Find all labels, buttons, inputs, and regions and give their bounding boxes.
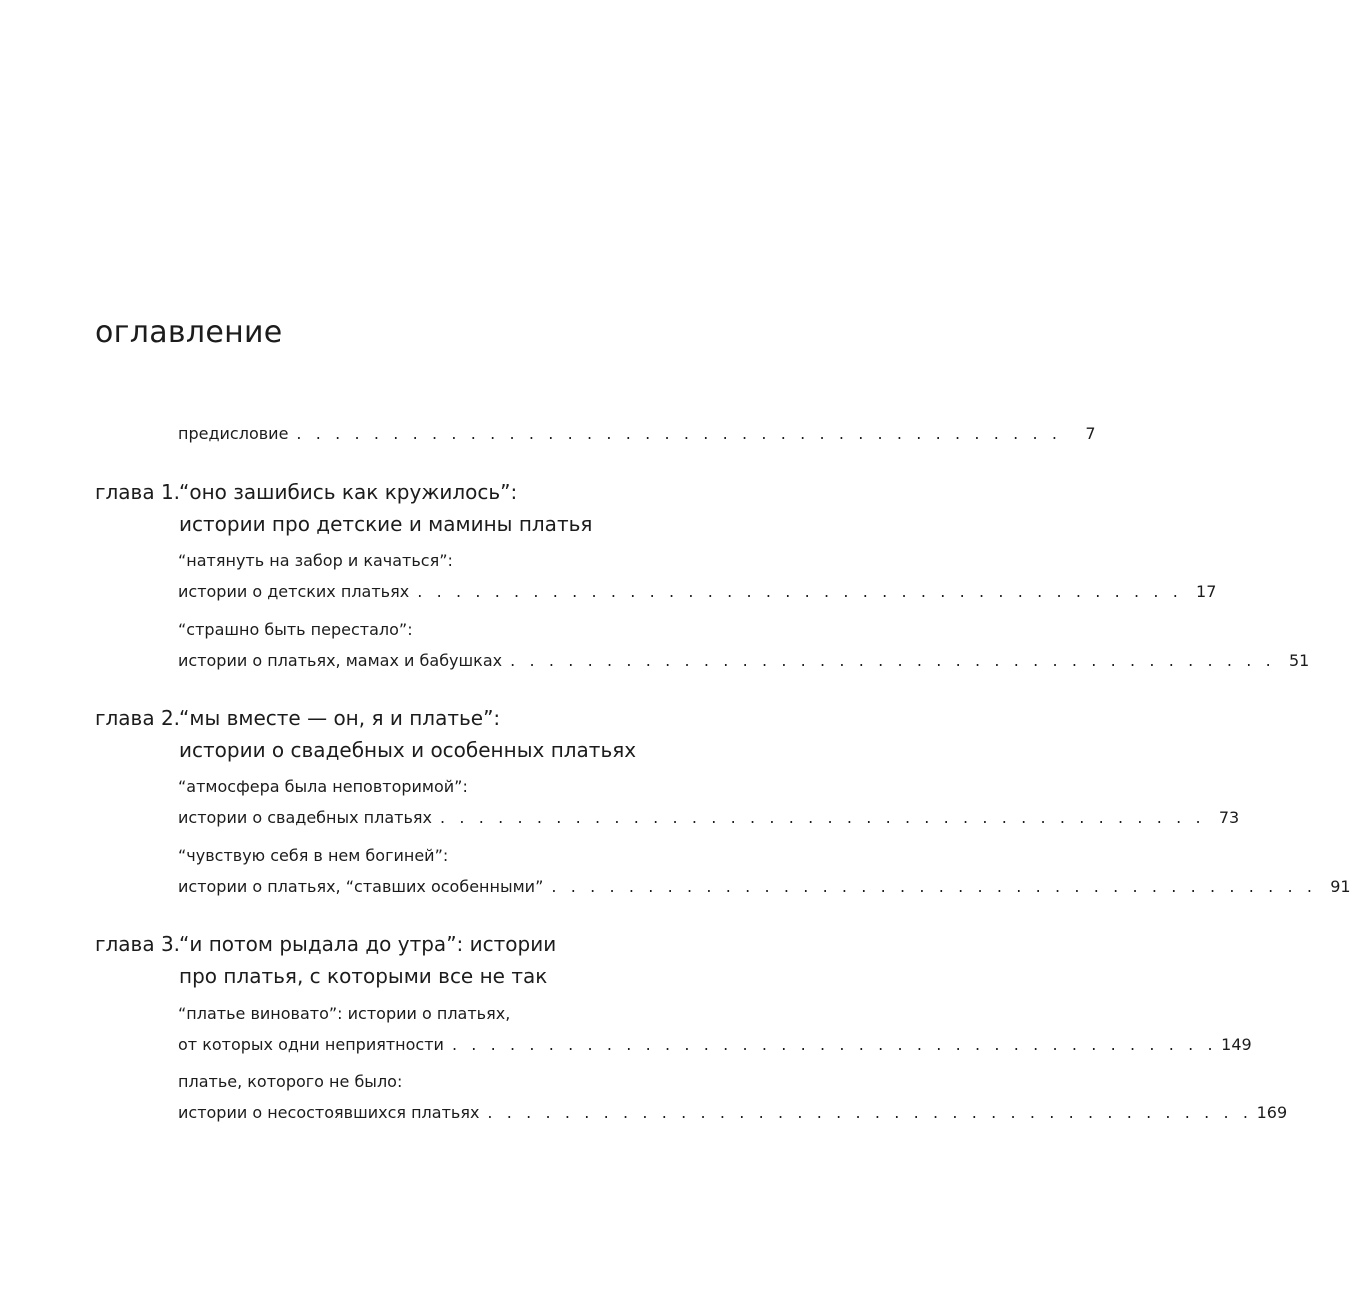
toc-title: оглавление [95,315,283,350]
dot-leader: . . . . . . . . . . . . . . . . . . . . . . . . . . . . . . . . . . . . . . . . [451,1035,1218,1054]
toc-entry-title: платье, которого не было: [178,1072,403,1091]
toc-entry-text: истории о свадебных платьях [178,808,433,827]
page-number: 73 [1218,808,1240,827]
toc-entry-1-1[interactable] [178,545,1217,607]
page-number: 149 [1221,1035,1252,1054]
toc-leader-line [178,1097,1288,1128]
page-number: 7 [1085,424,1096,443]
toc-entry-title: “атмосфера была неповторимой”: [178,777,468,796]
chapter-title-line [95,476,695,508]
toc-entry-title: “натянуть на забор и качаться”: [178,551,453,570]
dot-leader: . . . . . . . . . . . . . . . . . . . . . . . . . . . . . . . . . . . . . . . . [417,582,1183,601]
toc-entry-title: “страшно быть перестало”: [178,620,413,639]
toc-leader-line [178,418,1096,449]
toc-leader-line [178,576,1217,607]
dot-leader: . . . . . . . . . . . . . . . . . . . . . . . . . . . . . . . . . . . . . . . . [510,651,1276,670]
page-number: 169 [1256,1103,1288,1122]
chapter-subtitle: про платья, с которыми все не так [179,964,548,988]
chapter-title-line [95,928,695,960]
toc-entry-text: истории о детских платьях [178,582,410,601]
chapter-heading-3[interactable] [95,928,695,992]
toc-entry-text: от которых одни неприятности [178,1035,444,1054]
toc-entry-title: “платье виновато”: истории о платьях, [178,1004,511,1023]
dot-leader: . . . . . . . . . . . . . . . . . . . . . . . . . . . . . . . . . . . . . . . . [440,808,1206,827]
dot-leader: . . . . . . . . . . . . . . . . . . . . . . . . . . . . . . . . . . . . . . . . [487,1103,1253,1122]
toc-entry-2-2[interactable] [178,840,1351,902]
chapter-label: глава 2. [95,706,181,730]
dot-leader: . . . . . . . . . . . . . . . . . . . . . . . . . . . . . . . . . . . . . . . . [296,424,1062,443]
toc-entry-title: “чувствую себя в нем богиней”: [178,846,449,865]
toc-entry-text: истории о платьях, “ставших особенными” [178,877,544,896]
page-number: 91 [1330,877,1351,896]
chapter-subtitle: истории о свадебных и особенных платьях [179,738,637,762]
toc-leader-line [178,1029,1252,1060]
page-number: 51 [1288,651,1310,670]
toc-entry-2-1[interactable] [178,771,1240,833]
chapter-heading-1[interactable] [95,476,695,540]
toc-entry-text: истории о несостоявшихся платьях [178,1103,480,1122]
chapter-title: “и потом рыдала до утра”: истории [179,932,557,956]
chapter-heading-2[interactable] [95,702,695,766]
chapter-subtitle: истории про детские и мамины платья [179,512,593,536]
chapter-title: “оно зашибись как кружилось”: [179,480,518,504]
page-number: 17 [1196,582,1217,601]
toc-entry-3-1[interactable] [178,998,1252,1060]
toc-leader-line [178,871,1351,902]
dot-leader: . . . . . . . . . . . . . . . . . . . . . . . . . . . . . . . . . . . . . . . . [551,877,1317,896]
chapter-label: глава 3. [95,932,181,956]
toc-entry-preface[interactable] [178,418,1096,449]
chapter-title: “мы вместе — он, я и платье”: [179,706,501,730]
toc-leader-line [178,802,1240,833]
chapter-label: глава 1. [95,480,181,504]
toc-entry-3-2[interactable] [178,1066,1288,1128]
toc-entry-text: предисловие [178,424,289,443]
toc-entry-text: истории о платьях, мамах и бабушках [178,651,503,670]
chapter-title-line [95,702,695,734]
toc-leader-line [178,645,1310,676]
toc-entry-1-2[interactable] [178,614,1310,676]
